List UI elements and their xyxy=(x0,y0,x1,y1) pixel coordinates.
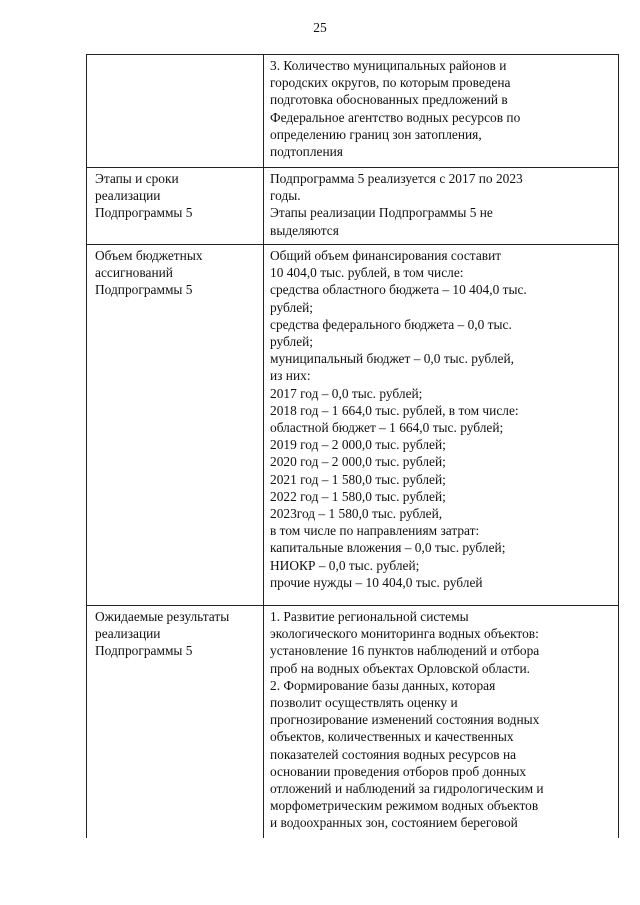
content-line: 10 404,0 тыс. рублей, в том числе: xyxy=(270,265,464,281)
content-line: 2020 год – 2 000,0 тыс. рублей; xyxy=(270,454,446,470)
content-line: позволит осуществлять оценку и xyxy=(270,695,458,711)
content-line: Этапы реализации Подпрограммы 5 не xyxy=(270,205,493,221)
content-line: рублей; xyxy=(270,334,314,350)
passport-table xyxy=(86,54,619,838)
content-line: НИОКР – 0,0 тыс. рублей; xyxy=(270,557,420,573)
table-row-stages xyxy=(87,168,619,245)
content-line: 2021 год – 1 580,0 тыс. рублей; xyxy=(270,471,446,487)
content-line: из них: xyxy=(270,368,311,384)
content-line: муниципальный бюджет – 0,0 тыс. рублей, xyxy=(270,351,514,367)
row-content-cell xyxy=(264,55,619,168)
content-line: рублей; xyxy=(270,299,314,315)
row-content-cell xyxy=(264,606,619,838)
label-line: Подпрограммы 5 xyxy=(95,643,193,659)
label-line: Ожидаемые результаты xyxy=(95,609,230,624)
content-line: морфометрическим режимом водных объектов xyxy=(270,798,539,814)
content-line: 2023год – 1 580,0 тыс. рублей, xyxy=(270,506,443,522)
label-line: Подпрограммы 5 xyxy=(95,282,193,298)
table-row-targets xyxy=(87,55,619,168)
row-label-cell xyxy=(87,245,264,606)
row-content-cell xyxy=(264,168,619,245)
row-label-cell xyxy=(87,55,264,168)
row-label-cell xyxy=(87,168,264,245)
content-line: 1. Развитие региональной системы xyxy=(270,609,469,624)
label-line: реализации xyxy=(95,626,161,642)
label-line: реализации xyxy=(95,188,161,204)
content-line: в том числе по направлениям затрат: xyxy=(270,523,480,539)
page-number: 25 xyxy=(313,20,327,35)
content-line: подтопления xyxy=(270,144,343,160)
content-line: подготовка обоснованных предложений в xyxy=(270,92,508,108)
content-line: выделяются xyxy=(270,222,339,238)
content-line: средства федерального бюджета – 0,0 тыс. xyxy=(270,316,512,332)
content-line: и водоохранных зон, состоянием береговой xyxy=(270,815,518,831)
label-line: Этапы и сроки xyxy=(95,171,179,186)
content-line: прочие нужды – 10 404,0 тыс. рублей xyxy=(270,574,483,590)
content-line: определению границ зон затопления, xyxy=(270,126,482,142)
content-line: капитальные вложения – 0,0 тыс. рублей; xyxy=(270,540,506,556)
content-line: городских округов, по которым проведена xyxy=(270,75,511,91)
table-row-budget xyxy=(87,245,619,606)
row-content-cell xyxy=(264,245,619,606)
content-line: областной бюджет – 1 664,0 тыс. рублей; xyxy=(270,420,504,436)
content-line: прогнозирование изменений состояния водных xyxy=(270,712,540,728)
label-line: Объем бюджетных xyxy=(95,248,203,263)
content-line: Подпрограмма 5 реализуется с 2017 по 2023 xyxy=(270,171,523,186)
content-line: средства областного бюджета – 10 404,0 тыс. xyxy=(270,282,527,298)
content-line: 2. Формирование базы данных, которая xyxy=(270,677,496,693)
content-line: основании проведения отборов проб донных xyxy=(270,763,527,779)
content-line: Общий объем финансирования составит xyxy=(270,248,502,263)
content-line: годы. xyxy=(270,188,301,204)
content-line: 2018 год – 1 664,0 тыс. рублей, в том числе: xyxy=(270,402,519,418)
row-label-cell xyxy=(87,606,264,838)
content-line: экологического мониторинга водных объектов: xyxy=(270,626,539,642)
label-line: ассигнований xyxy=(95,265,173,281)
content-line: показателей состояния водных ресурсов на xyxy=(270,746,517,762)
content-line: 2019 год – 2 000,0 тыс. рублей; xyxy=(270,437,446,453)
label-line: Подпрограммы 5 xyxy=(95,205,193,221)
content-line: отложений и наблюдений за гидрологическим и xyxy=(270,781,544,797)
content-line: установление 16 пунктов наблюдений и отбора xyxy=(270,643,540,659)
content-line: 2017 год – 0,0 тыс. рублей; xyxy=(270,385,423,401)
content-line: 3. Количество муниципальных районов и xyxy=(270,58,507,73)
content-line: объектов, количественных и качественных xyxy=(270,729,514,745)
content-line: Федеральное агентство водных ресурсов по xyxy=(270,109,521,125)
content-line: 2022 год – 1 580,0 тыс. рублей; xyxy=(270,488,446,504)
content-line: проб на водных объектах Орловской области. xyxy=(270,660,531,676)
table-row-results xyxy=(87,606,619,838)
